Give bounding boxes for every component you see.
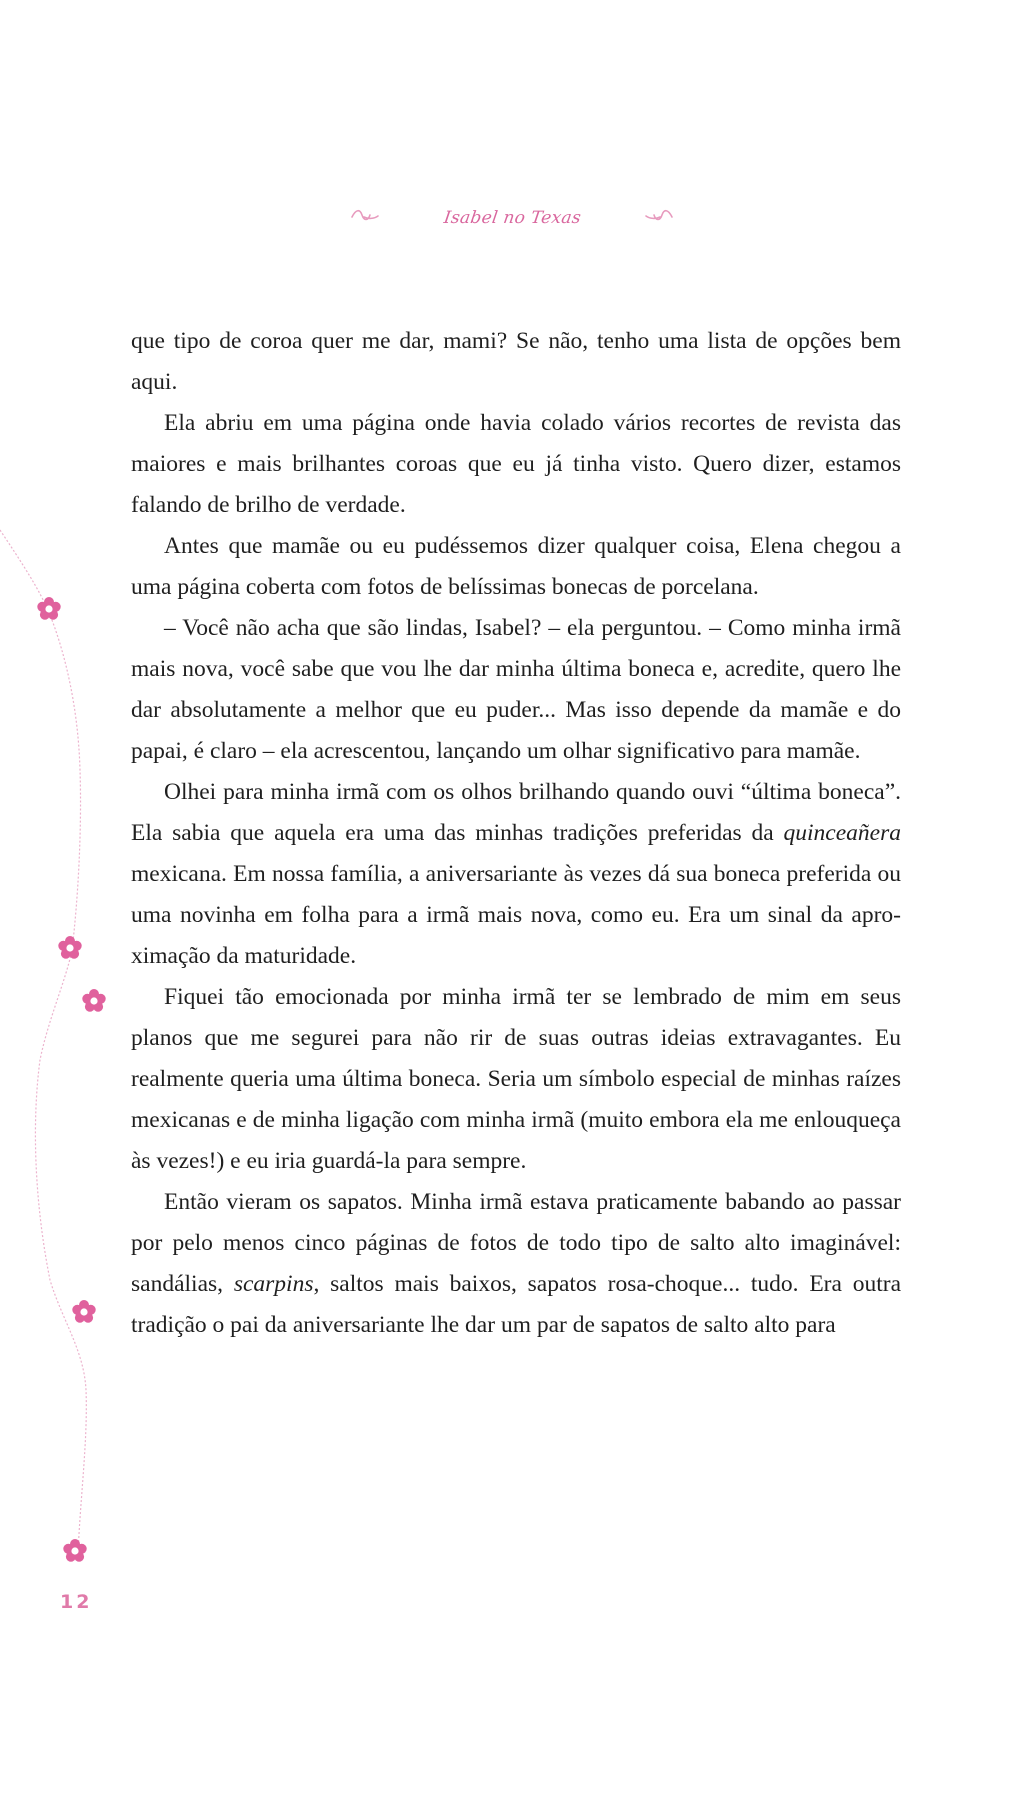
running-header bbox=[0, 206, 1024, 228]
flower-icon bbox=[57, 935, 83, 961]
paragraph-7-text-a: Então vieram os sapatos. Minha irmã estava praticamente babando ao passar por pelo menos cinco páginas de fotos de todo tipo de salto alto imaginável: sandálias, bbox=[131, 1189, 901, 1297]
paragraph-7-text-b: , saltos mais baixos, sapatos rosa-choque... tudo. Era outra tradição o pai da aniversariante lhe dar um par de sapatos de salto alto para bbox=[131, 1271, 901, 1338]
flourish-left-icon bbox=[350, 207, 380, 228]
body-text bbox=[131, 321, 901, 1346]
book-title: Isabel no Texas bbox=[442, 207, 582, 228]
flower-icon bbox=[62, 1538, 88, 1564]
paragraph-2: Ela abriu em uma página onde havia colado vários recortes de revista das maiores e mais brilhantes coroas que eu já tinha visto. Quero dizer, estamos falando de brilho de verdade. bbox=[131, 410, 901, 518]
flower-icon bbox=[81, 988, 107, 1014]
paragraph-3: Antes que mamãe ou eu pudéssemos dizer qualquer coisa, Elena chegou a uma página coberta com fotos de belíssimas bonecas de porcelana. bbox=[131, 533, 901, 600]
italic-term-scarpins: scarpins bbox=[233, 1271, 314, 1297]
flower-icon bbox=[71, 1299, 97, 1325]
paragraph-1: que tipo de coroa quer me dar, mami? Se não, tenho uma lista de opções bem aqui. bbox=[131, 328, 901, 395]
italic-term-quinceanera: quinceañera bbox=[783, 820, 901, 846]
paragraph-5-text-a: Olhei para minha irmã com os olhos brilhando quando ouvi “última boneca”. Ela sabia que aquela era uma das minhas tradições preferidas da bbox=[131, 779, 901, 846]
paragraph-5-text-b: mexicana. Em nossa família, a aniversariante às vezes dá sua boneca preferida ou uma novinha em folha para a irmã mais nova, como eu. Era um sinal da aproximação da maturidade. bbox=[131, 861, 901, 969]
flourish-right-icon bbox=[644, 207, 674, 228]
page-number: 12 bbox=[60, 1591, 93, 1613]
paragraph-4: – Você não acha que são lindas, Isabel? – ela perguntou. – Como minha irmã mais nova, você sabe que vou lhe dar minha última boneca e, acredite, quero lhe dar absolutamente a melhor que eu puder... Mas isso depende da mamãe e do papai, é claro – ela acrescentou, lançando um olhar significativo para mamãe. bbox=[131, 615, 901, 764]
paragraph-5 bbox=[131, 772, 901, 977]
vine-decoration bbox=[0, 440, 130, 1560]
flower-icon bbox=[36, 596, 62, 622]
paragraph-7 bbox=[131, 1182, 901, 1346]
paragraph-6: Fiquei tão emocionada por minha irmã ter se lembrado de mim em seus planos que me segurei para não rir de suas outras ideias extravagantes. Eu realmente queria uma última boneca. Seria um símbolo especial de minhas raízes mexicanas e de minha ligação com minha irmã (muito embora ela me enlouqueça às vezes!) e eu iria guardá-la para sempre. bbox=[131, 984, 901, 1174]
